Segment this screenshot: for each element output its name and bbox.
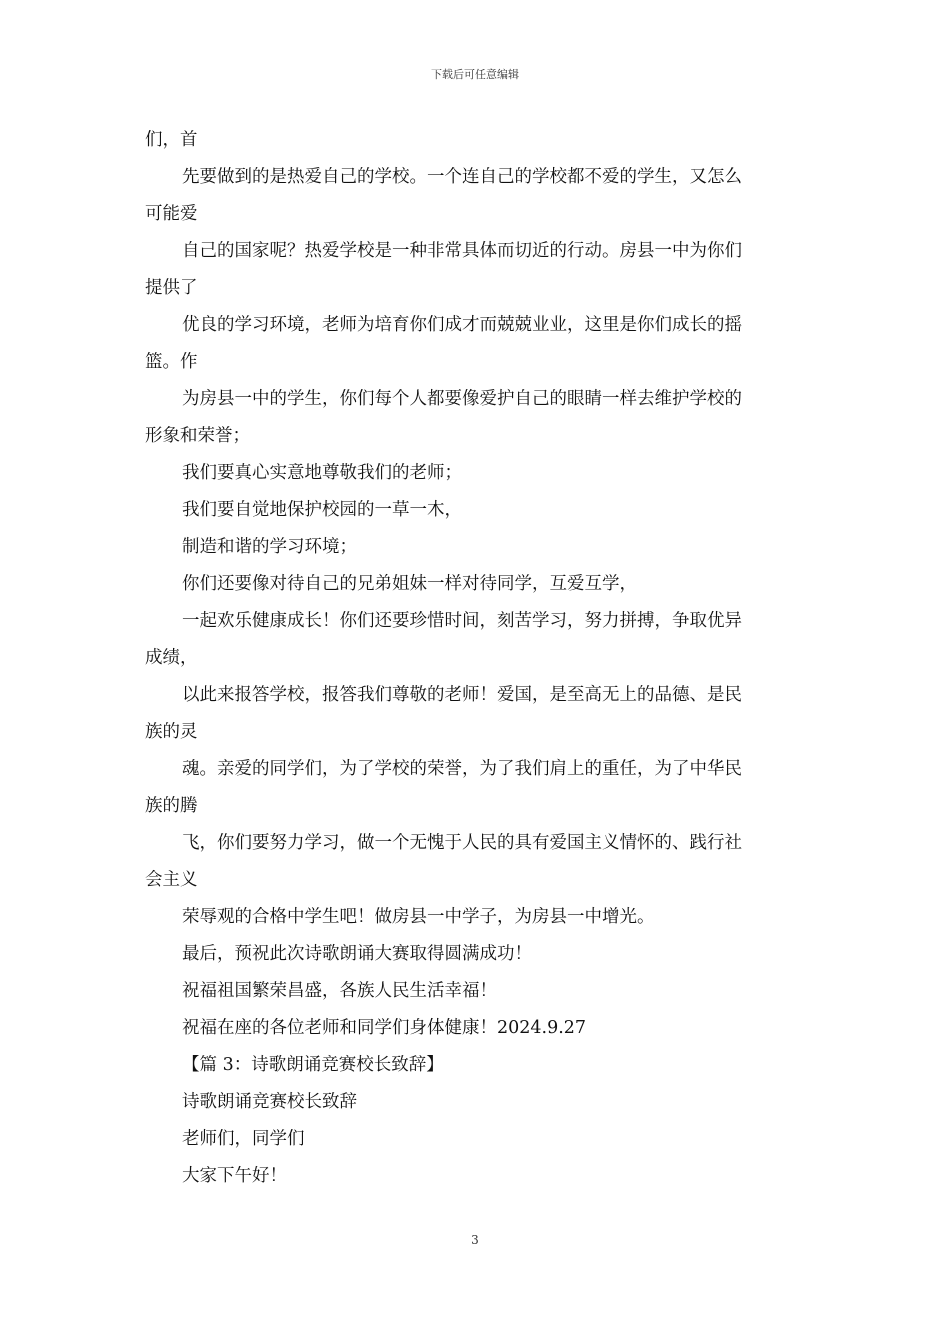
text-line: 优良的学习环境，老师为培育你们成才而兢兢业业，这里是你们成长的摇 [182, 315, 742, 335]
document-body [145, 122, 810, 1195]
text-line: 会主义 [145, 870, 198, 890]
text-line: 祝福祖国繁荣昌盛，各族人民生活幸福！ [182, 981, 497, 1001]
text-line: 老师们，同学们 [182, 1129, 305, 1149]
page-header: 下载后可任意编辑 [431, 68, 519, 81]
text-line: 制造和谐的学习环境； [182, 537, 357, 557]
text-line: 最后，预祝此次诗歌朗诵大赛取得圆满成功！ [182, 944, 532, 964]
text-line: 飞，你们要努力学习，做一个无愧于人民的具有爱国主义情怀的、践行社 [182, 833, 742, 853]
text-line: 成绩， [145, 648, 198, 668]
text-line: 自己的国家呢？热爱学校是一种非常具体而切近的行动。房县一中为你们 [182, 241, 742, 261]
text-line: 为房县一中的学生，你们每个人都要像爱护自己的眼睛一样去维护学校的 [182, 389, 742, 409]
text-line: 可能爱 [145, 204, 198, 224]
text-line: 族的灵 [145, 722, 198, 742]
text-line: 以此来报答学校，报答我们尊敬的老师！爱国，是至高无上的品德、是民 [182, 685, 742, 705]
text-line: 大家下午好！ [182, 1166, 287, 1186]
text-line: 我们要自觉地保护校园的一草一木， [182, 500, 462, 520]
text-line: 先要做到的是热爱自己的学校。一个连自己的学校都不爱的学生，又怎么 [182, 167, 742, 187]
text-line: 诗歌朗诵竞赛校长致辞 [182, 1092, 357, 1112]
text-line: 们，首 [145, 130, 198, 150]
text-line: 荣辱观的合格中学生吧！做房县一中学子，为房县一中增光。 [182, 907, 655, 927]
text-line: 【篇 3：诗歌朗诵竞赛校长致辞】 [182, 1055, 444, 1075]
text-line: 篮。作 [145, 352, 198, 372]
text-line: 形象和荣誉； [145, 426, 250, 446]
text-line: 魂。亲爱的同学们，为了学校的荣誉，为了我们肩上的重任，为了中华民 [182, 759, 742, 779]
text-line: 族的腾 [145, 796, 198, 816]
text-line: 祝福在座的各位老师和同学们身体健康！2024.9.27 [182, 1018, 587, 1038]
text-line: 提供了 [145, 278, 198, 298]
text-line: 你们还要像对待自己的兄弟姐妹一样对待同学，互爱互学， [182, 574, 637, 594]
text-line: 我们要真心实意地尊敬我们的老师； [182, 463, 462, 483]
page-number: 3 [471, 1233, 479, 1247]
text-line: 一起欢乐健康成长！你们还要珍惜时间，刻苦学习，努力拼搏，争取优异 [182, 611, 742, 631]
